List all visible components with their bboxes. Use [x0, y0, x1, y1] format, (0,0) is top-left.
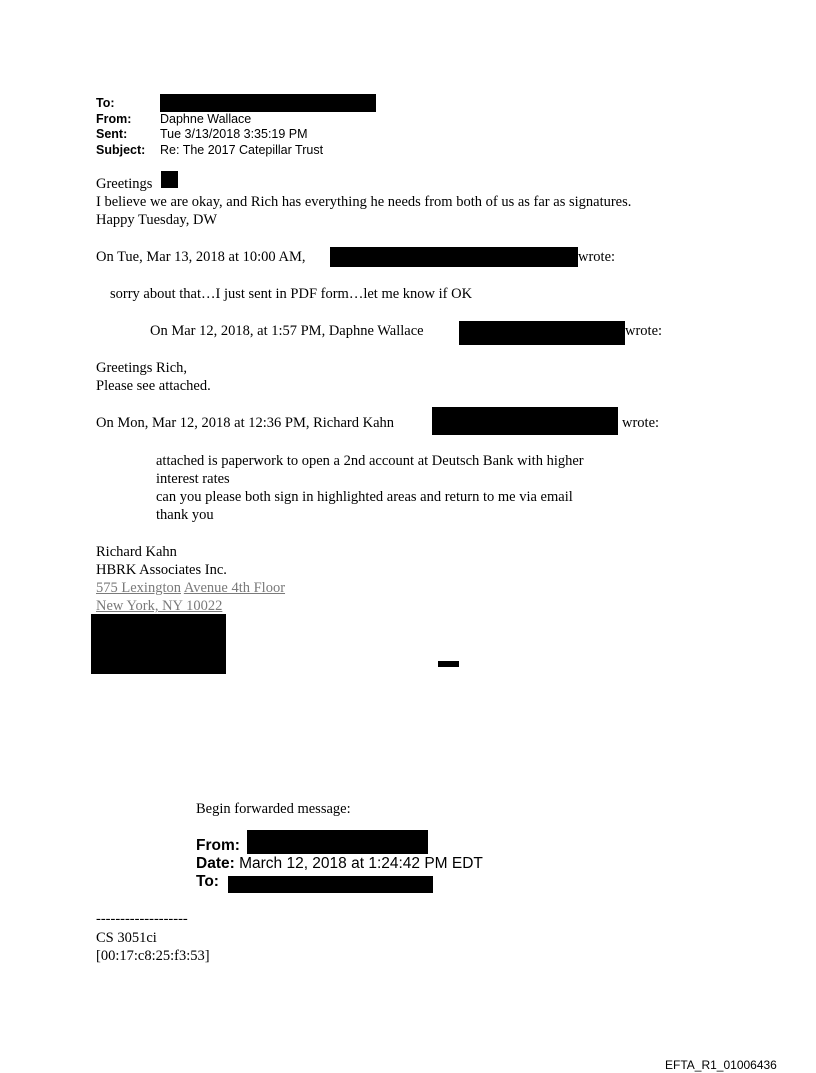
sent-value: Tue 3/13/2018 3:35:19 PM: [160, 127, 308, 141]
signature-address-line-2: [96, 597, 222, 615]
forwarded-intro: Begin forwarded message:: [196, 801, 351, 817]
forwarded-to-label: To:: [196, 873, 219, 890]
subject-value: Re: The 2017 Catepillar Trust: [160, 143, 324, 157]
from-label: From:: [96, 112, 132, 126]
to-label: To:: [96, 96, 115, 110]
redaction-quote3-email: [432, 407, 618, 435]
redaction-signature-block: [91, 614, 226, 674]
sent-label: Sent:: [96, 127, 128, 141]
quote3-line-4: thank you: [156, 507, 214, 523]
quote3-line-3: can you please both sign in highlighted areas and return to me via email: [156, 489, 573, 505]
signature-name: Richard Kahn: [96, 544, 177, 560]
device-mac: [00:17:c8:25:f3:53]: [96, 948, 210, 964]
message-line-1: I believe we are okay, and Rich has everything he needs from both of us as far as signatures.: [96, 194, 632, 210]
redaction-small-mark: [438, 661, 459, 667]
signature-address-line-1: [96, 579, 285, 597]
forwarded-date-label: Date:: [196, 855, 235, 872]
device-model: CS 3051ci: [96, 930, 157, 946]
from-value: Daphne Wallace: [160, 112, 252, 126]
quote2-greeting: Greetings Rich,: [96, 360, 188, 376]
signature-company: HBRK Associates Inc.: [96, 562, 227, 578]
address-link-floor[interactable]: Avenue 4th Floor: [183, 580, 286, 596]
quote3-wrote: wrote:: [622, 415, 660, 431]
redaction-forwarded-to: [228, 876, 433, 893]
address-link-street[interactable]: 575 Lexington: [96, 580, 181, 596]
quote2-intro: On Mar 12, 2018, at 1:57 PM, Daphne Wallace: [150, 323, 424, 339]
forwarded-date-value: March 12, 2018 at 1:24:42 PM EDT: [239, 855, 483, 872]
redaction-quote2-email: [459, 321, 625, 345]
redaction-greeting-name: [161, 171, 178, 188]
forwarded-date-line: [196, 855, 483, 872]
quote1-intro: On Tue, Mar 13, 2018 at 10:00 AM,: [96, 249, 306, 265]
quote3-intro: On Mon, Mar 12, 2018 at 12:36 PM, Richard Kahn: [96, 415, 395, 431]
quote2-text: Please see attached.: [96, 378, 211, 394]
subject-label: Subject:: [96, 143, 146, 157]
message-greeting: Greetings: [96, 176, 153, 192]
redaction-forwarded-from: [247, 830, 428, 854]
quote3-line-2: interest rates: [156, 471, 230, 487]
device-separator: -------------------: [96, 911, 188, 927]
quote2-wrote: wrote:: [625, 323, 663, 339]
quote1-text: sorry about that…I just sent in PDF form…let me know if OK: [110, 286, 473, 302]
redaction-to: [160, 94, 376, 112]
forwarded-from-label: From:: [196, 837, 240, 854]
quote1-wrote: wrote:: [578, 249, 616, 265]
document-id: EFTA_R1_01006436: [665, 1058, 777, 1072]
redaction-quote1-sender: [330, 247, 578, 267]
message-line-2: Happy Tuesday, DW: [96, 212, 218, 228]
quote3-line-1: attached is paperwork to open a 2nd account at Deutsch Bank with higher: [156, 453, 584, 469]
address-link-city[interactable]: New York, NY 10022: [96, 598, 223, 614]
